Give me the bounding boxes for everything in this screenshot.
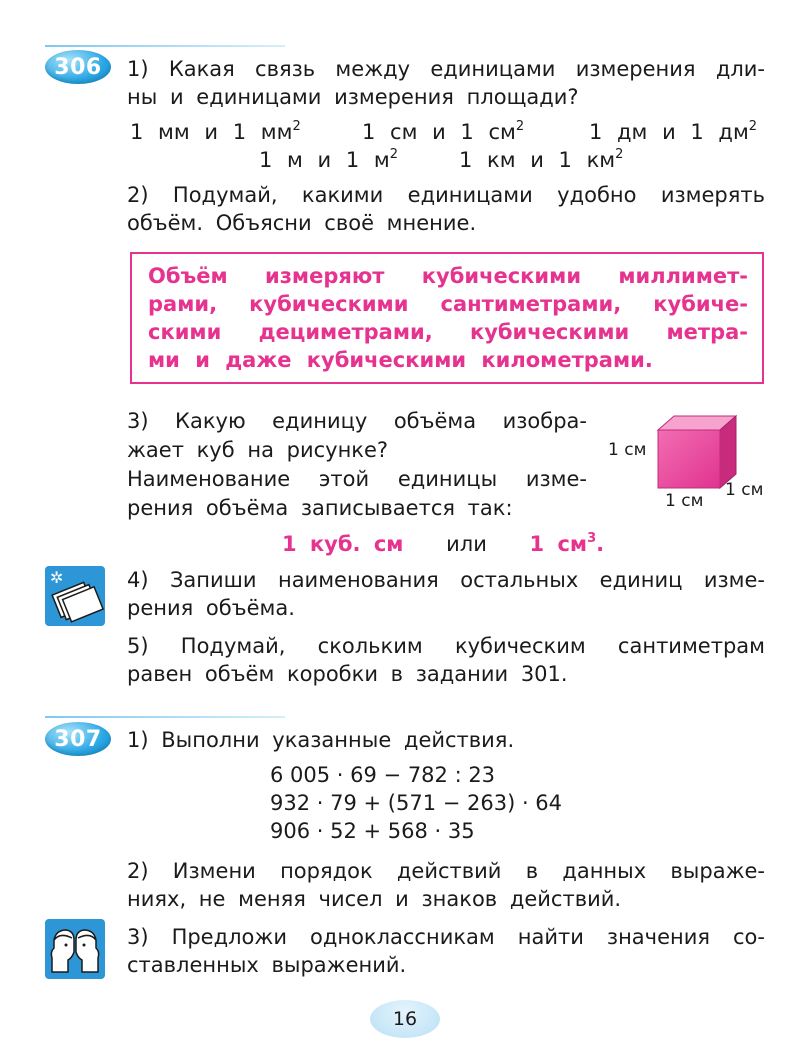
task-306-q3-line2: жает куб на рисунке?: [127, 438, 389, 462]
task-306-q3-line4: рения объёма записывается так:: [127, 496, 513, 520]
unit-pair-mm: 1 мм и 1 $мм^2$: [130, 119, 301, 144]
notation-kub-sm: 1 куб. см: [282, 532, 404, 556]
task-306-q4-line2: рения объёма.: [127, 596, 295, 620]
notebook-cards-icon: [44, 565, 106, 627]
task-307-q3-line1: 3) Предложи одноклассникам найти значения со-: [127, 925, 765, 949]
pair-work-icon: [44, 918, 106, 980]
unit-cube-icon: [650, 410, 750, 490]
cube-label-right: 1 см: [725, 480, 764, 500]
notation-or: или: [446, 532, 487, 556]
expression-3: 906 · 52 + 568 · 35: [270, 819, 475, 843]
task-306-q3-line1: 3) Какую единицу объёма изобра-: [127, 409, 587, 433]
rule-line-3: скими дециметрами, кубическими метра-: [148, 320, 748, 344]
task-306-line: [45, 45, 285, 47]
task-306-q5-line1: 5) Подумай, скольким кубическим сантиметрам: [127, 634, 765, 658]
task-307-q3-line2: ставленных выражений.: [127, 953, 407, 977]
unit-pair-m: 1 м и 1 $м^2$: [259, 147, 399, 172]
task-306-q5-line2: равен объём коробки в задании 301.: [127, 662, 568, 686]
task-307-q2-line2: ниях, не меняя чисел и знаков действий.: [127, 887, 622, 911]
page-number: 16: [370, 1000, 440, 1038]
svg-text:✲: ✲: [50, 568, 64, 587]
unit-pair-dm: 1 дм и 1 $дм^2$: [589, 119, 758, 144]
volume-notation: [282, 530, 604, 558]
task-307-line: [45, 716, 285, 718]
expression-2: 932 · 79 + (571 − 263) · 64: [270, 791, 563, 815]
rule-line-4: ми и даже кубическими километрами.: [148, 348, 653, 372]
cube-label-bottom: 1 см: [665, 491, 704, 511]
task-306-q1-line1: 1) Какая связь между единицами измерения дли-: [127, 57, 765, 81]
task-306-q3-line3: Наименование этой единицы изме-: [127, 467, 587, 491]
task-306-q2-line2: объём. Объясни своё мнение.: [127, 211, 477, 235]
task-306-q2-line1: 2) Подумай, какими единицами удобно измерять: [127, 183, 765, 207]
task-306-badge: 306: [45, 50, 111, 84]
expression-1: 6 005 · 69 − 782 : 23: [270, 763, 496, 787]
cube-label-left: 1 см: [608, 440, 647, 460]
unit-pair-km: 1 км и 1 $км^2$: [459, 147, 624, 172]
task-307-badge: 307: [45, 722, 111, 756]
task-307-q2-line1: 2) Измени порядок действий в данных выраже-: [127, 859, 765, 883]
task-306-q1-line2: ны и единицами измерения площади?: [127, 85, 579, 109]
notation-cm3: 1 $см^3$.: [529, 531, 605, 556]
rule-line-1: Объём измеряют кубическими миллимет-: [148, 264, 748, 288]
task-306-q4-line1: 4) Запиши наименования остальных единиц изме-: [127, 568, 765, 592]
task-307-q1: 1) Выполни указанные действия.: [127, 728, 515, 752]
unit-pair-cm: 1 см и 1 $см^2$: [362, 119, 525, 144]
rule-line-2: рами, кубическими сантиметрами, кубиче-: [148, 292, 748, 316]
